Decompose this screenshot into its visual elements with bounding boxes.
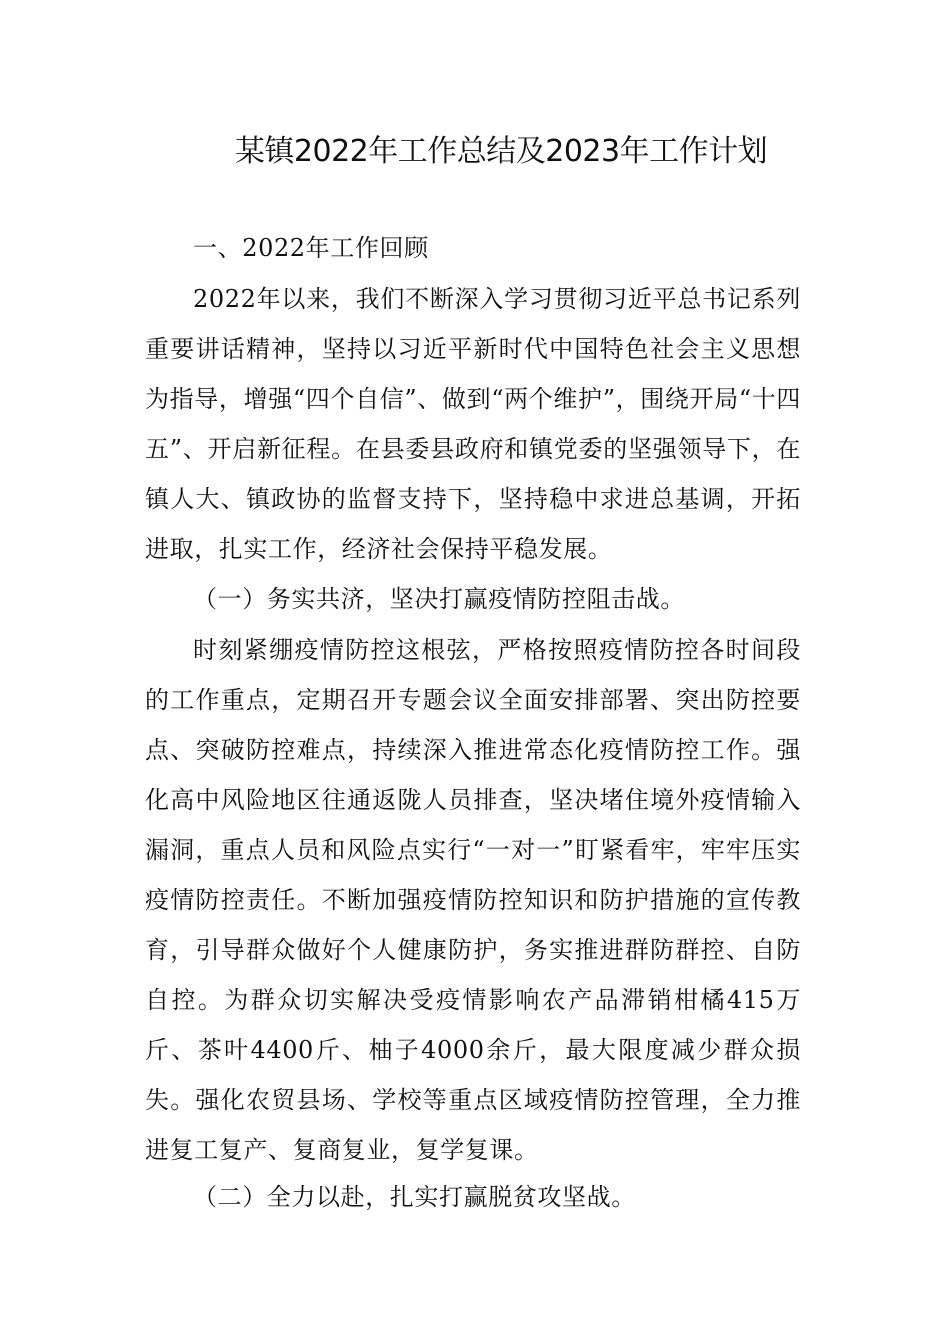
section-heading: 一、2022年工作回顾	[193, 234, 429, 262]
document-title: 某镇2022年工作总结及2023年工作计划	[234, 134, 768, 169]
body-paragraph: 时刻紧绷疫情防控这根弦，严格按照疫情防控各时间段的工作重点，定期召开专题会议全面安排部署、突出防控要点、突破防控难点，持续深入推进常态化疫情防控工作。强化高中风险地区往通返陇人员排查，坚决堵住境外疫情输入漏洞，重点人员和风险点实行“一对一”盯紧看牢，牢牢压实疫情防控责任。不断加强疫情防控知识和防护措施的宣传教育，引导群众做好个人健康防护，务实推进群防群控、自防自控。为群众切实解决受疫情影响农产品滞销柑橘415万斤、茶叶4400斤、柚子4000余斤，最大限度减少群众损失。强化农贸县场、学校等重点区域疫情防控管理，全力推进复工复产、复商复业，复学复课。	[145, 636, 801, 1164]
body-paragraph: 2022年以来，我们不断深入学习贯彻习近平总书记系列重要讲话精神，坚持以习近平新时代中国特色社会主义思想为指导，增强“四个自信”、做到“两个维护”，围绕开局“十四五”、开启新征程。在县委县政府和镇党委的坚强领导下，在镇人大、镇政协的监督支持下，坚持稳中求进总基调，开拓进取，扎实工作，经济社会保持平稳发展。	[145, 285, 801, 563]
subsection-heading: （二）全力以赴，扎实打赢脱贫攻坚战。	[193, 1183, 636, 1211]
subsection-heading: （一）务实共济，坚决打赢疫情防控阻击战。	[193, 585, 685, 613]
